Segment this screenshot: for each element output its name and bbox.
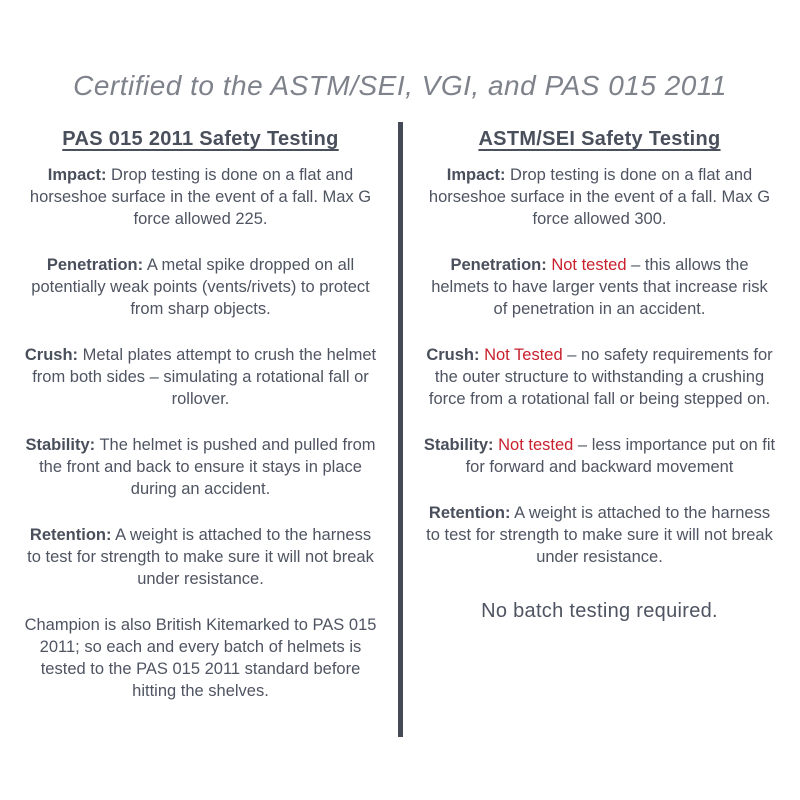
crush-label: Crush: <box>426 346 480 364</box>
penetration-not-tested: Not tested <box>546 256 627 274</box>
retention-label: Retention: <box>428 504 511 522</box>
pas-kitemark-paragraph <box>22 614 380 702</box>
astm-impact-paragraph <box>424 164 776 230</box>
penetration-label: Penetration: <box>450 256 547 274</box>
column-pas-015 <box>15 122 387 726</box>
astm-crush-paragraph <box>424 344 776 410</box>
column-astm-sei <box>414 122 786 646</box>
impact-label: Impact: <box>47 166 107 184</box>
astm-stability-paragraph <box>424 434 776 478</box>
page-title: Certified to the ASTM/SEI, VGI, and PAS 015 2011 <box>73 70 727 101</box>
pas-impact-paragraph <box>22 164 380 230</box>
impact-text: Drop testing is done on a flat and horseshoe surface in the event of a fall. Max G force allowed 300. <box>428 166 771 228</box>
stability-not-tested: Not tested <box>493 436 574 454</box>
pas-retention-paragraph <box>22 524 380 590</box>
penetration-label: Penetration: <box>46 256 144 274</box>
crush-text: Metal plates attempt to crush the helmet from both sides – simulating a rotational fall or rollover. <box>32 346 377 408</box>
pas-015-header: PAS 015 2011 Safety Testing <box>62 128 339 150</box>
retention-text: A weight is attached to the harness to test for strength to make sure it will not break under resistance. <box>27 526 374 588</box>
penetration-text: A metal spike dropped on all potentially weak points (vents/rivets) to protect from sharp objects. <box>31 256 370 318</box>
pas-stability-paragraph <box>22 434 380 500</box>
astm-sei-header: ASTM/SEI Safety Testing <box>478 128 721 150</box>
no-batch-text: No batch testing required. <box>481 600 718 622</box>
astm-retention-paragraph <box>424 502 776 568</box>
stability-label: Stability: <box>25 436 96 454</box>
crush-text: – no safety requirements for the outer structure to withstanding a crushing force from a rotational fall or being stepped on. <box>428 346 773 408</box>
stability-text: – less importance put on fit for forward and backward movement <box>465 436 776 476</box>
retention-text: A weight is attached to the harness to test for strength to make sure it will not break under resistance. <box>426 504 773 566</box>
comparison-columns <box>0 122 800 737</box>
impact-label: Impact: <box>446 166 506 184</box>
column-divider <box>398 122 403 737</box>
astm-penetration-paragraph <box>424 254 776 320</box>
kitemark-text: Champion is also British Kitemarked to PAS 015 2011; so each and every batch of helmets is tested to the PAS 015 2011 standard before hitting the shelves. <box>24 616 377 700</box>
stability-text: The helmet is pushed and pulled from the front and back to ensure it stays in place during an accident. <box>39 436 376 498</box>
impact-text: Drop testing is done on a flat and horseshoe surface in the event of a fall. Max G force allowed 225. <box>29 166 372 228</box>
retention-label: Retention: <box>29 526 112 544</box>
penetration-text: – this allows the helmets to have larger vents that increase risk of penetration in an accident. <box>431 256 768 318</box>
astm-no-batch-paragraph <box>424 600 776 622</box>
stability-label: Stability: <box>423 436 494 454</box>
crush-label: Crush: <box>24 346 79 364</box>
pas-crush-paragraph <box>22 344 380 410</box>
pas-penetration-paragraph <box>22 254 380 320</box>
crush-not-tested: Not Tested <box>479 346 563 364</box>
